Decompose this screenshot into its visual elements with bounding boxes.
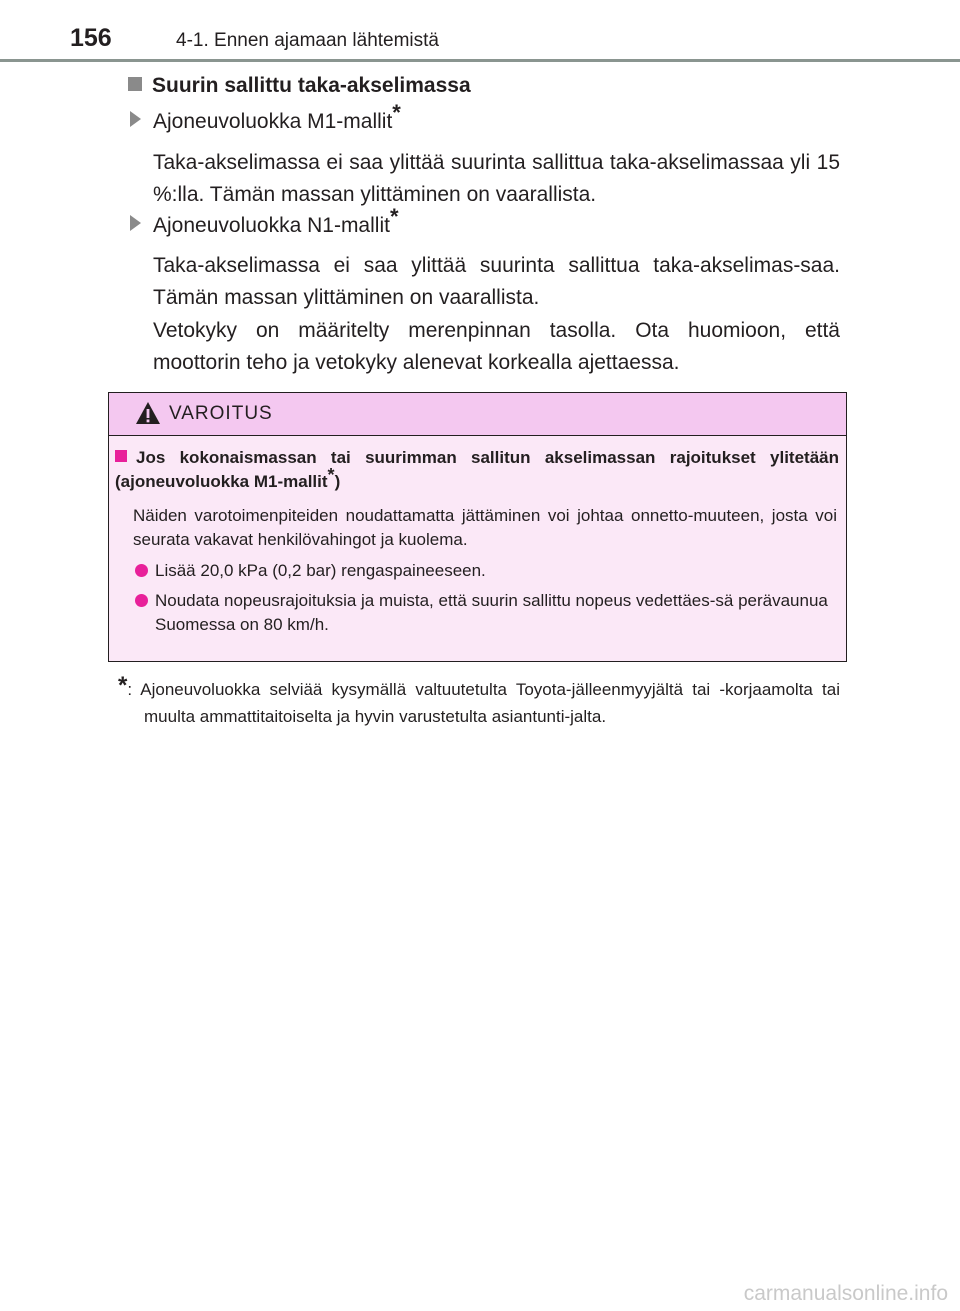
warning-box xyxy=(108,392,847,662)
subheading-n1-label: Ajoneuvoluokka N1-mallit xyxy=(153,214,390,237)
warning-bullet xyxy=(131,589,839,637)
section-heading xyxy=(128,74,471,98)
warning-subheading xyxy=(115,446,839,494)
footnote-text: : Ajoneuvoluokka selviää kysymällä valtuutetulta Toyota-jälleenmyyjältä tai -korjaamolta tai muulta ammattitaitoiselta ja hyvin varustetulta asiantunti-jalta. xyxy=(127,680,840,726)
triangle-bullet-icon xyxy=(130,111,141,127)
n1-paragraph-2: Vetokyky on määritelty merenpinnan tasolla. Ota huomioon, että moottorin teho ja vetokyky alenevat korkealla ajettaessa. xyxy=(153,319,840,374)
section-heading-text: Suurin sallittu taka-akselimassa xyxy=(152,74,471,97)
footnote xyxy=(118,672,840,730)
warning-paragraph: Näiden varotoimenpiteiden noudattamatta jättäminen voi johtaa onnetto-muuteen, josta voi seurata vakavat henkilövahingot ja kuolema. xyxy=(133,506,837,549)
warning-bullet-text: Lisää 20,0 kPa (0,2 bar) rengaspaineeseen. xyxy=(155,561,486,580)
warning-body xyxy=(109,436,846,661)
square-bullet-icon xyxy=(115,450,127,462)
subheading-m1-label: Ajoneuvoluokka M1-mallit xyxy=(153,110,393,133)
m1-paragraph: Taka-akselimassa ei saa ylittää suurinta sallittua taka-akselimassaa yli 15 %:lla. Tämän massan ylittäminen on vaarallista. xyxy=(153,151,840,206)
n1-paragraph: Taka-akselimassa ei saa ylittää suurinta sallittua taka-akselimas-saa. Tämän massan ylittäminen on vaarallista. xyxy=(153,254,840,309)
circle-bullet-icon xyxy=(135,594,148,607)
warning-title: VAROITUS xyxy=(169,403,273,424)
page-header xyxy=(0,0,960,62)
warning-bullet xyxy=(131,559,839,583)
warning-subheading-end: ) xyxy=(334,472,341,491)
watermark: carmanualsonline.info xyxy=(743,1282,948,1305)
chapter-title: 4-1. Ennen ajamaan lähtemistä xyxy=(176,30,439,51)
warning-subheading-text: Jos kokonaismassan tai suurimman sallitun akselimassan rajoitukset ylitetään (ajoneuvoluokka M1-mallit xyxy=(115,448,839,491)
warning-header xyxy=(109,393,846,436)
square-bullet-icon xyxy=(128,77,142,91)
subheading-n1 xyxy=(130,204,399,238)
circle-bullet-icon xyxy=(135,564,148,577)
warning-triangle-icon xyxy=(135,400,161,426)
triangle-bullet-icon xyxy=(130,215,141,231)
header-rule xyxy=(0,59,960,62)
asterisk-marker: * xyxy=(118,672,128,699)
asterisk-marker: * xyxy=(392,100,401,125)
warning-bullet-text: Noudata nopeusrajoituksia ja muista, että suurin sallittu nopeus vedettäes-sä perävaunua Suomessa on 80 km/h. xyxy=(155,591,828,634)
subheading-m1 xyxy=(130,100,401,134)
asterisk-marker: * xyxy=(327,465,335,485)
asterisk-marker: * xyxy=(389,204,399,229)
page-number: 156 xyxy=(70,24,112,52)
